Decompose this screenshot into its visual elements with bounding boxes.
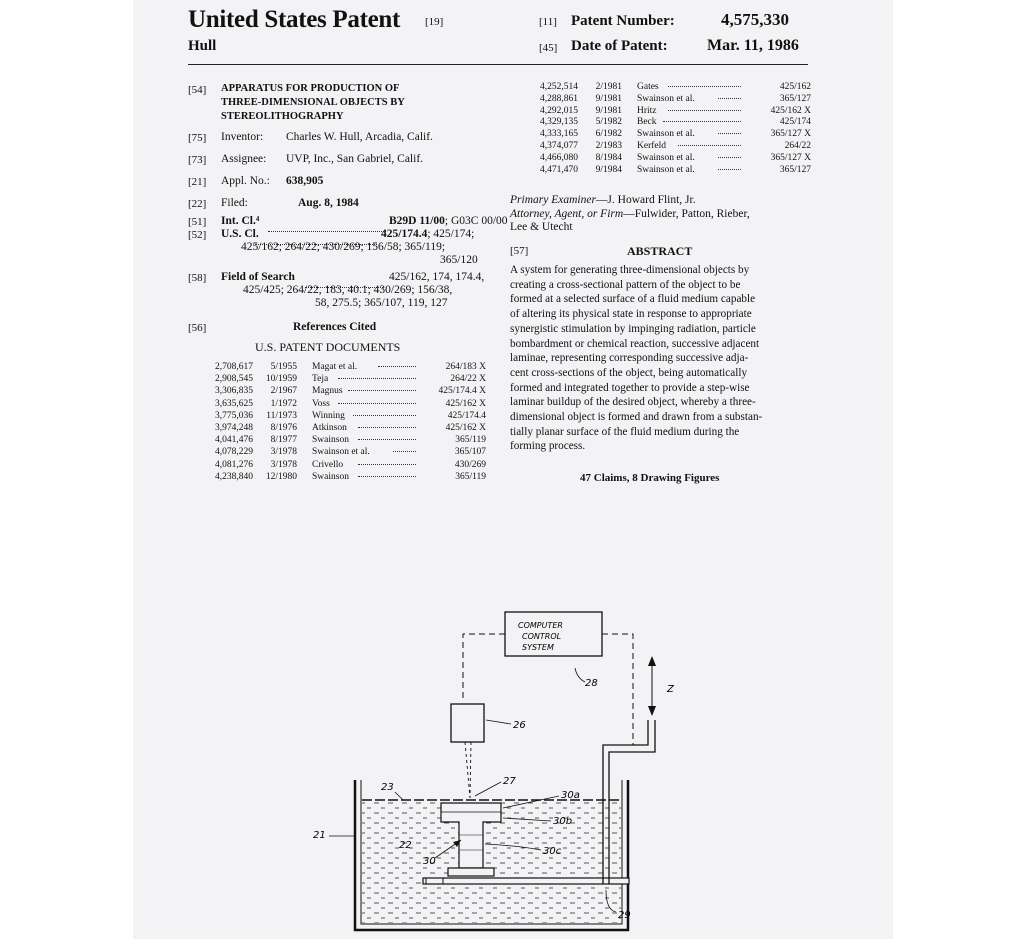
reference-leader (358, 439, 416, 440)
filed-code: [22] (188, 198, 207, 210)
reference-class: 425/174.4 (447, 410, 486, 421)
abstract-line: A system for generating three-dimensional objects by (510, 264, 750, 276)
claims-summary: 47 Claims, 8 Drawing Figures (580, 472, 720, 484)
abstract-line: cent cross-sections of the object, being automatically (510, 366, 748, 379)
reference-row (540, 129, 811, 141)
reference-class: 365/107 (454, 447, 486, 458)
reference-leader (338, 378, 416, 379)
reference-number: 4,466,080 (540, 152, 578, 163)
label-27: 27 (503, 776, 516, 787)
appl-label: Appl. No.: (221, 175, 270, 187)
title-code: [19] (425, 16, 444, 28)
reference-leader (668, 86, 741, 87)
reference-row (540, 105, 811, 118)
intcl-value: B29D 11/00; G03C 00/00 (389, 215, 508, 227)
reference-inventor: Swainson et al. (312, 447, 370, 458)
invention-title-line-3: STEREOLITHOGRAPHY (221, 111, 344, 122)
reference-number: 4,041,476 (215, 435, 253, 446)
reference-leader (358, 464, 416, 465)
reference-class: 264/22 X (450, 374, 486, 385)
invention-title-line-2: THREE-DIMENSIONAL OBJECTS BY (221, 97, 405, 108)
reference-number: 4,333,165 (540, 129, 578, 140)
abstract-code: [57] (510, 245, 529, 257)
reference-inventor: Beck (637, 117, 657, 128)
reference-date: 3/1978 (270, 447, 297, 458)
reference-date: 8/1976 (270, 423, 297, 433)
reference-class: 365/127 (779, 93, 811, 104)
reference-class: 264/183 X (445, 362, 486, 372)
attorney: Attorney, Agent, or Firm—Fulwider, Patton, Rieber, (510, 208, 750, 220)
reference-inventor: Swainson et al. (637, 152, 695, 163)
reference-leader (338, 403, 416, 404)
reference-number: 4,329,135 (540, 117, 578, 128)
abstract-heading: ABSTRACT (627, 244, 693, 258)
header-rule (188, 64, 808, 65)
reference-date: 1/1972 (270, 398, 297, 409)
label-30a: 30a (561, 790, 580, 801)
reference-class: 425/174.4 X (438, 386, 486, 397)
reference-date: 5/1982 (595, 117, 622, 128)
reference-date: 2/1967 (270, 386, 297, 397)
reference-row (540, 93, 811, 106)
reference-date: 2/1981 (595, 82, 622, 92)
abstract-line: laminae, representing corresponding successive adja- (510, 352, 749, 365)
search-label: Field of Search (221, 271, 295, 283)
abstract-line: formed at a selected surface of a fluid medium capable (510, 293, 756, 306)
reference-leader (718, 169, 741, 170)
date-of-patent: Mar. 11, 1986 (707, 37, 799, 54)
reference-row (540, 117, 811, 129)
label-23: 23 (381, 782, 394, 793)
attorney-line-2: Lee & Utecht (510, 221, 573, 233)
uv-light-source (451, 704, 484, 742)
reference-row (215, 460, 485, 472)
reference-row (215, 411, 485, 423)
reference-class: 425/162 X (445, 398, 486, 409)
reference-class: 365/127 (779, 164, 811, 175)
primary-examiner: Primary Examiner—J. Howard Flint, Jr. (510, 194, 696, 206)
reference-row (540, 164, 811, 177)
label-28: 28 (585, 678, 598, 689)
abstract-line: forming process. (510, 440, 586, 453)
title-field-code: [54] (188, 84, 207, 96)
label-30c: 30c (543, 846, 562, 857)
patent-number: 4,575,330 (721, 10, 789, 29)
reference-class: 264/22 (784, 141, 811, 151)
reference-date: 2/1983 (595, 141, 622, 151)
reference-inventor: Winning (312, 410, 345, 421)
reference-inventor: Swainson et al. (637, 164, 695, 175)
reference-row (215, 472, 485, 484)
reference-row (540, 141, 811, 153)
filed-value: Aug. 8, 1984 (298, 197, 359, 209)
reference-number: 3,306,835 (215, 386, 253, 397)
label-29: 29 (618, 910, 631, 921)
filed-label: Filed: (221, 197, 248, 209)
reference-inventor: Gates (637, 82, 659, 92)
reference-inventor: Crivello (312, 459, 344, 470)
reference-class: 425/162 X (770, 105, 811, 116)
reference-class: 425/162 X (445, 423, 486, 433)
reference-date: 9/1981 (595, 93, 622, 104)
reference-leader (393, 451, 416, 452)
uscl-code: [52] (188, 229, 207, 241)
reference-leader (718, 133, 741, 134)
reference-class: 365/119 (455, 435, 486, 446)
reference-leader (358, 476, 416, 477)
reference-date: 12/1980 (265, 471, 297, 482)
reference-number: 4,292,015 (540, 105, 578, 116)
refs-label: References Cited (293, 321, 377, 333)
reference-date: 8/1977 (270, 435, 297, 446)
inventor-surname: Hull (188, 38, 217, 54)
abstract-line: tially planar surface of the fluid medium during the (510, 425, 740, 438)
abstract-line: laminar buildup of the desired object, whereby a three- (510, 396, 756, 409)
reference-class: 430/269 (454, 459, 486, 470)
reference-class: 425/174 (779, 117, 811, 128)
reference-leader (358, 427, 416, 428)
appl-value: 638,905 (286, 175, 324, 187)
stereolithography-figure (303, 600, 743, 939)
reference-number: 4,238,840 (215, 471, 253, 482)
reference-number: 2,708,617 (215, 362, 253, 372)
reference-number: 3,974,248 (215, 423, 253, 433)
reference-number: 3,775,036 (215, 410, 253, 421)
reference-class: 425/162 (779, 82, 811, 92)
reference-inventor: Swainson et al. (637, 93, 695, 104)
reference-leader (663, 121, 741, 122)
patent-office-title: United States Patent (188, 6, 401, 33)
assignee-value: UVP, Inc., San Gabriel, Calif. (286, 153, 424, 165)
label-26: 26 (513, 720, 526, 731)
reference-inventor: Voss (312, 398, 330, 409)
assignee-label: Assignee: (221, 153, 267, 165)
search-line-2: 425/425; 264/22, 183, 40.1; 430/269; 156/38, (243, 284, 453, 296)
reference-date: 5/1955 (270, 362, 297, 372)
patent-page (133, 0, 893, 939)
reference-row (215, 386, 485, 398)
reference-leader (378, 366, 416, 367)
abstract-line: bombardment or chemical reaction, successive adjacent (510, 337, 760, 350)
elevator-platform (423, 878, 629, 884)
reference-number: 3,635,625 (215, 398, 253, 409)
search-line-3: 58, 275.5; 365/107, 119, 127 (315, 297, 448, 309)
label-21: 21 (313, 830, 326, 841)
abstract-line: formed and integrated together to provide a step-wise (510, 381, 750, 394)
intcl-label: Int. Cl.⁴ (221, 215, 260, 227)
box-label-line-3: SYSTEM (522, 643, 554, 652)
reference-date: 10/1959 (265, 374, 297, 385)
z-axis-label: Z (667, 684, 674, 695)
reference-inventor: Magnus (312, 386, 343, 397)
reference-inventor: Hritz (637, 105, 657, 116)
inventor-value: Charles W. Hull, Arcadia, Calif. (286, 131, 433, 143)
box-label-line-1: COMPUTER (518, 621, 563, 630)
reference-inventor: Atkinson (312, 423, 347, 433)
label-30b: 30b (553, 816, 573, 827)
date-code: [45] (539, 42, 558, 54)
reference-date: 9/1981 (595, 105, 622, 116)
uscl-line-2: 425/162; 264/22; 430/269; 156/58; 365/119; (241, 241, 446, 253)
refs-code: [56] (188, 322, 207, 334)
reference-number: 4,081,276 (215, 459, 253, 470)
reference-leader (348, 390, 416, 391)
reference-row (215, 447, 485, 459)
reference-class: 365/127 X (770, 152, 811, 163)
uscl-line-3: 365/120 (440, 254, 478, 266)
abstract-line: creating a cross-sectional pattern of the object to be (510, 278, 741, 291)
appl-code: [21] (188, 176, 207, 188)
label-22: 22 (399, 840, 412, 851)
search-line-1: 425/162, 174, 174.4, (389, 271, 485, 283)
reference-inventor: Swainson et al. (637, 129, 695, 140)
reference-row (215, 423, 485, 435)
label-30: 30 (423, 856, 436, 867)
abstract-line: of altering its physical state in response to appropriate (510, 308, 752, 321)
reference-leader (718, 98, 741, 99)
reference-number: 4,288,861 (540, 93, 578, 104)
inventor-label: Inventor: (221, 131, 264, 143)
search-code: [58] (188, 272, 207, 284)
reference-class: 365/119 (455, 471, 486, 482)
box-label-line-2: CONTROL (522, 632, 562, 641)
inventor-code: [75] (188, 132, 207, 144)
reference-date: 3/1978 (270, 459, 297, 470)
reference-number: 4,078,229 (215, 447, 253, 458)
reference-inventor: Teja (312, 374, 329, 385)
reference-row (215, 374, 485, 386)
reference-number: 4,252,514 (540, 82, 578, 92)
reference-date: 8/1984 (595, 152, 622, 163)
reference-row (215, 399, 485, 411)
intcl-code: [51] (188, 216, 207, 228)
assignee-code: [73] (188, 154, 207, 166)
reference-row (540, 152, 811, 165)
uscl-label: U.S. Cl. (221, 228, 259, 240)
invention-title-line-1: APPARATUS FOR PRODUCTION OF (221, 83, 400, 94)
date-label: Date of Patent: (571, 38, 668, 54)
reference-leader (668, 110, 741, 111)
reference-number: 4,471,470 (540, 164, 578, 175)
patent-number-code: [11] (539, 16, 557, 28)
reference-leader (678, 145, 741, 146)
reference-date: 6/1982 (595, 129, 622, 140)
reference-inventor: Kerfeld (637, 141, 667, 151)
reference-row (215, 362, 485, 374)
reference-inventor: Swainson (312, 435, 349, 446)
reference-date: 9/1984 (595, 164, 622, 175)
reference-number: 4,374,077 (540, 141, 578, 151)
patent-number-label: Patent Number: (571, 13, 675, 29)
reference-row (540, 82, 811, 94)
reference-inventor: Swainson (312, 471, 349, 482)
abstract-line: synergistic stimulation by impinging radiation, particle (510, 322, 756, 335)
uscl-value: 425/174.4; 425/174; (381, 228, 475, 240)
reference-leader (353, 415, 416, 416)
abstract-line: dimensional object is formed and drawn from a substan- (510, 411, 763, 423)
reference-inventor: Magat et al. (312, 362, 358, 372)
us-docs-label: U.S. PATENT DOCUMENTS (255, 340, 401, 354)
reference-number: 2,908,545 (215, 374, 253, 385)
reference-leader (718, 157, 741, 158)
reference-class: 365/127 X (770, 129, 811, 140)
reference-date: 11/1973 (266, 410, 297, 421)
reference-row (215, 435, 485, 447)
